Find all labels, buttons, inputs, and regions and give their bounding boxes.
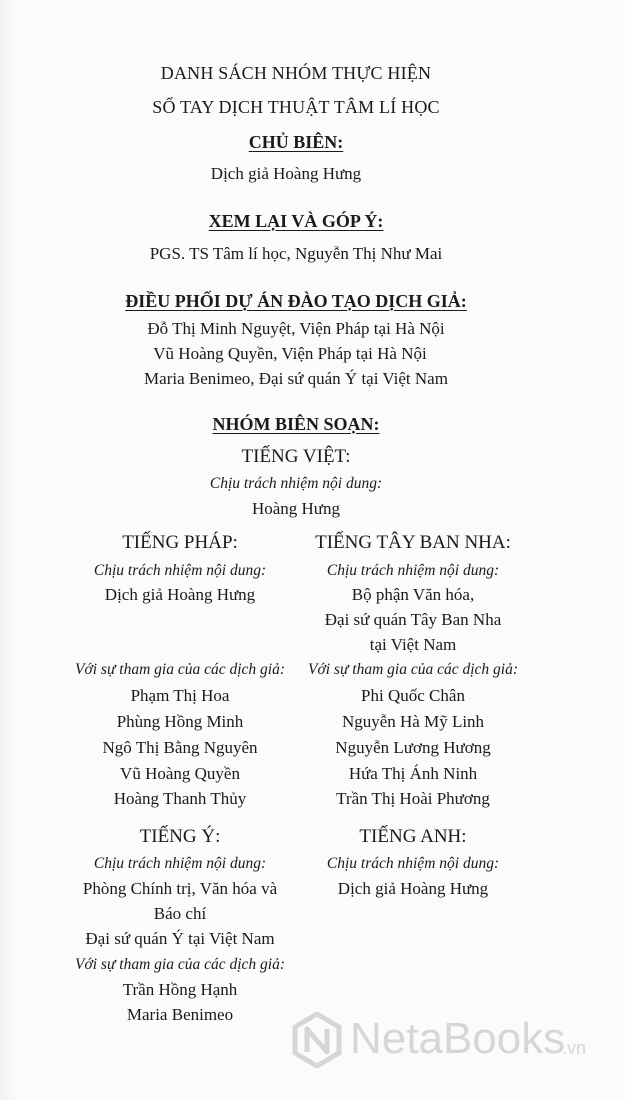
spanish-responsible-line: Đại sứ quán Tây Ban Nha bbox=[324, 610, 502, 629]
english-responsible-label: Chịu trách nhiệm nội dung: bbox=[326, 855, 500, 872]
vietnamese-responsible: Hoàng Hưng bbox=[251, 499, 341, 518]
english-responsible: Dịch giả Hoàng Hưng bbox=[337, 879, 489, 898]
review-heading: XEM LẠI VÀ GÓP Ý: bbox=[208, 211, 384, 231]
coordination-member: Đỗ Thị Minh Nguyệt, Viện Pháp tại Hà Nội bbox=[147, 319, 445, 338]
netabooks-watermark bbox=[292, 1010, 612, 1074]
french-participant: Phạm Thị Hoa bbox=[130, 686, 230, 705]
italian-title: TIẾNG Ý: bbox=[139, 826, 221, 847]
french-participants-label: Với sự tham gia của các dịch giả: bbox=[74, 661, 286, 678]
vietnamese-title: TIẾNG VIỆT: bbox=[241, 446, 351, 467]
french-participant: Hoàng Thanh Thủy bbox=[113, 789, 247, 808]
french-participant: Phùng Hồng Minh bbox=[116, 712, 244, 731]
spanish-participant: Hứa Thị Ánh Ninh bbox=[348, 764, 478, 783]
spanish-participant: Trần Thị Hoài Phương bbox=[336, 789, 490, 808]
spanish-responsible-label: Chịu trách nhiệm nội dung: bbox=[326, 562, 500, 579]
italian-participants-label: Với sự tham gia của các dịch giả: bbox=[74, 956, 286, 973]
italian-responsible-line: Phòng Chính trị, Văn hóa và bbox=[82, 879, 278, 898]
english-title: TIẾNG ANH: bbox=[359, 826, 467, 847]
spanish-title: TIẾNG TÂY BAN NHA: bbox=[315, 532, 511, 553]
french-participant: Ngô Thị Bằng Nguyên bbox=[102, 738, 258, 757]
french-participant: Vũ Hoàng Quyền bbox=[120, 764, 240, 783]
italian-participant: Maria Benimeo bbox=[126, 1005, 234, 1024]
italian-participant: Trần Hồng Hạnh bbox=[122, 980, 238, 999]
coordination-member: Maria Benimeo, Đại sứ quán Ý tại Việt Nam bbox=[144, 369, 448, 388]
vietnamese-responsible-label: Chịu trách nhiệm nội dung: bbox=[209, 475, 383, 492]
french-responsible-label: Chịu trách nhiệm nội dung: bbox=[93, 562, 267, 579]
header-line-1: DANH SÁCH NHÓM THỰC HIỆN bbox=[160, 63, 432, 83]
spanish-participant: Phi Quốc Chân bbox=[361, 686, 465, 705]
italian-responsible-line: Báo chí bbox=[153, 904, 207, 923]
spanish-responsible-line: Bộ phận Văn hóa, bbox=[351, 585, 475, 604]
spanish-participants-label: Với sự tham gia của các dịch giả: bbox=[307, 661, 519, 678]
editor-name: Dịch giả Hoàng Hưng bbox=[210, 164, 362, 183]
french-responsible: Dịch giả Hoàng Hưng bbox=[104, 585, 256, 604]
hexagon-n-logo-icon bbox=[292, 1012, 342, 1073]
review-name: PGS. TS Tâm lí học, Nguyễn Thị Như Mai bbox=[149, 244, 443, 263]
spanish-responsible-line: tại Việt Nam bbox=[369, 635, 457, 654]
coordination-heading: ĐIỀU PHỐI DỰ ÁN ĐÀO TẠO DỊCH GIẢ: bbox=[125, 291, 467, 311]
french-title: TIẾNG PHÁP: bbox=[122, 532, 238, 553]
team-heading: NHÓM BIÊN SOẠN: bbox=[212, 414, 380, 434]
header-line-2: SỔ TAY DỊCH THUẬT TÂM LÍ HỌC bbox=[152, 97, 440, 117]
editor-heading: CHỦ BIÊN: bbox=[248, 132, 344, 152]
italian-responsible-line: Đại sứ quán Ý tại Việt Nam bbox=[85, 929, 275, 948]
watermark-brand: NetaBooks bbox=[350, 1014, 566, 1063]
watermark-tld: .vn bbox=[562, 1038, 587, 1058]
coordination-member: Vũ Hoàng Quyền, Viện Pháp tại Hà Nội bbox=[153, 344, 427, 363]
spanish-participant: Nguyễn Hà Mỹ Linh bbox=[341, 712, 485, 731]
italian-responsible-label: Chịu trách nhiệm nội dung: bbox=[93, 855, 267, 872]
spanish-participant: Nguyễn Lương Hương bbox=[335, 738, 491, 757]
